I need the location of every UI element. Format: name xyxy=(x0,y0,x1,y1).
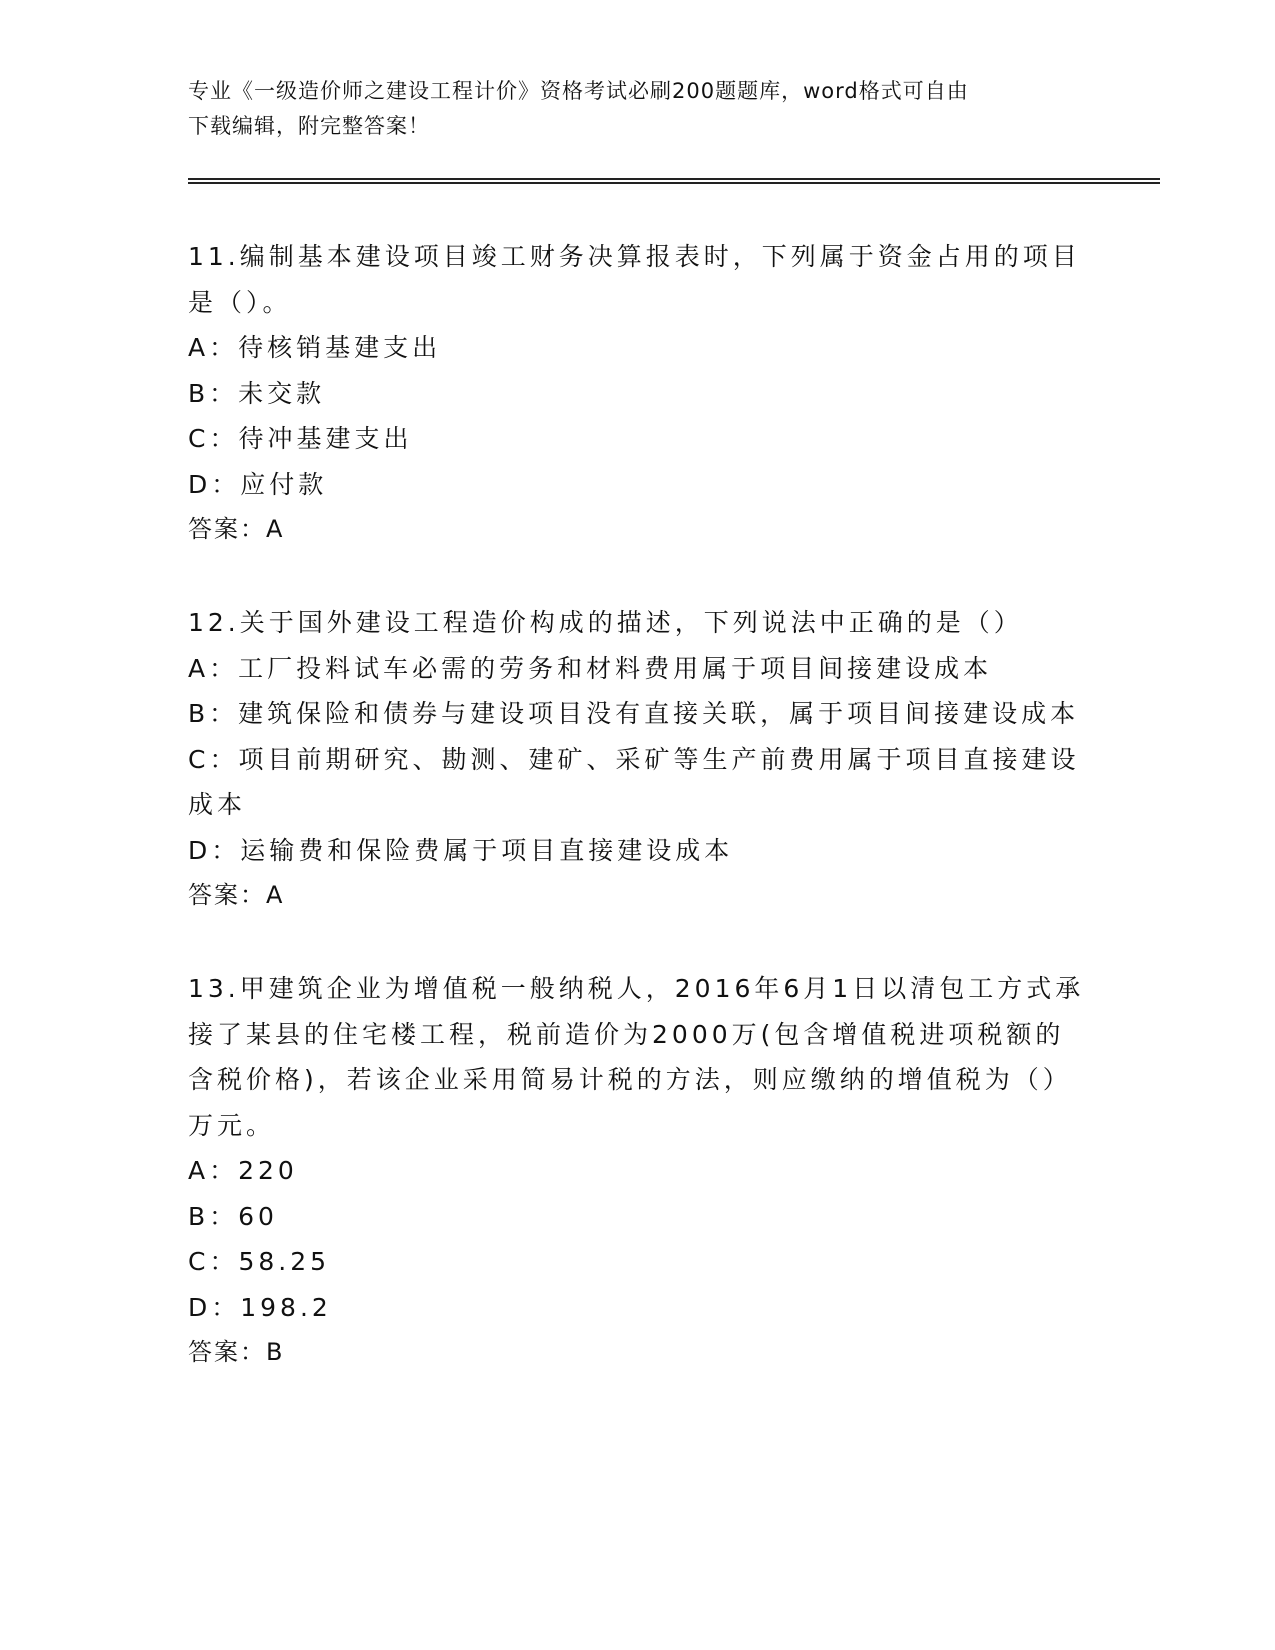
question-stem-line: 含税价格)，若该企业采用简易计税的方法，则应缴纳的增值税为（） xyxy=(188,1065,1072,1094)
option-b: B：建筑保险和债券与建设项目没有直接关联，属于项目间接建设成本 xyxy=(188,699,1080,728)
option-c: C：待冲基建支出 xyxy=(188,424,413,453)
question-stem-line: 12.关于国外建设工程造价构成的描述，下列说法中正确的是（） xyxy=(188,608,1023,637)
question-stem-line: 万元。 xyxy=(188,1110,276,1140)
header-line-1: 专业《一级造价师之建设工程计价》资格考试必刷200题题库，word格式可自由 xyxy=(188,79,969,103)
document-header xyxy=(188,74,1088,144)
answer: 答案：B xyxy=(188,1338,285,1366)
option-c-continued: 成本 xyxy=(188,790,247,819)
question-stem-line: 13.甲建筑企业为增值税一般纳税人，2016年6月1日以清包工方式承 xyxy=(188,974,1085,1003)
header-line-2: 下载编辑，附完整答案！ xyxy=(188,114,430,138)
option-b: B：未交款 xyxy=(188,378,326,408)
option-a: A：工厂投料试车必需的劳务和材料费用属于项目间接建设成本 xyxy=(188,653,993,683)
option-d: D：运输费和保险费属于项目直接建设成本 xyxy=(188,835,734,865)
question-11 xyxy=(188,234,1088,553)
question-stem-line: 是（）。 xyxy=(188,287,292,317)
answer: 答案：A xyxy=(188,515,285,543)
question-stem-line: 11.编制基本建设项目竣工财务决算报表时，下列属于资金占用的项目 xyxy=(188,242,1081,271)
option-b: B：60 xyxy=(188,1201,278,1231)
answer: 答案：A xyxy=(188,881,285,909)
option-d: D：198.2 xyxy=(188,1292,332,1322)
question-13 xyxy=(188,966,1088,1376)
option-c: C：项目前期研究、勘测、建矿、采矿等生产前费用属于项目直接建设 xyxy=(188,744,1080,774)
question-12 xyxy=(188,600,1088,919)
option-d: D：应付款 xyxy=(188,469,328,499)
header-double-rule xyxy=(188,178,1160,184)
option-a: A：待核销基建支出 xyxy=(188,333,442,362)
option-c: C：58.25 xyxy=(188,1247,331,1276)
question-stem-line: 接了某县的住宅楼工程，税前造价为2000万(包含增值税进项税额的 xyxy=(188,1019,1065,1049)
option-a: A：220 xyxy=(188,1156,298,1185)
